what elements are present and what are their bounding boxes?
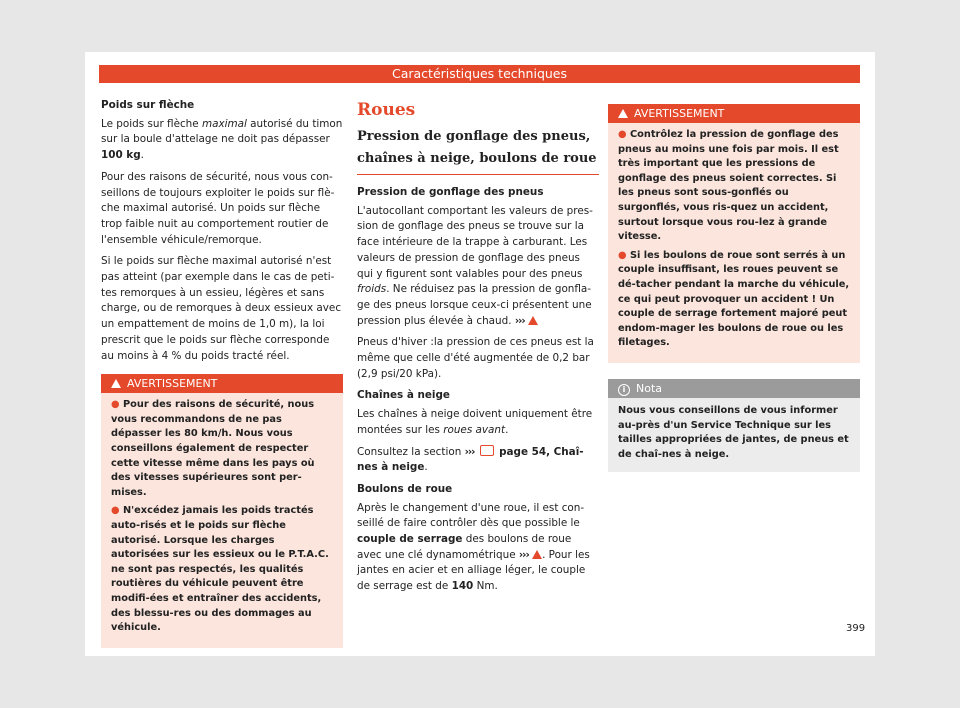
paragraph [357,501,599,595]
warning-icon [111,379,121,388]
text: Le poids sur flèche [101,117,202,130]
heading-pression: Pression de gonflage des pneus [357,186,544,198]
nota-box [608,379,860,472]
warning-title: AVERTISSEMENT [127,377,218,391]
page-header: Caractéristiques techniques [99,65,860,83]
text: Les chaînes à neige doivent uniquement être montées sur les [357,408,593,436]
warning-item [618,128,850,245]
warning-item [111,504,333,635]
nota-header [608,379,860,398]
text: . [424,461,428,474]
bold-value: 140 [451,580,474,593]
warning-box [608,104,860,363]
warning-item [111,398,333,500]
heading-boulons: Boulons de roue [357,482,453,495]
paragraph: Pneus d'hiver :la pression de ces pneus est la même que celle d'été augmentée de 0,2 bar (2,9 psi/20 kPa). [357,336,594,380]
nota-title: Nota [636,381,663,395]
paragraph: Si le poids sur flèche maximal autorisé n'est pas atteint (par exemple dans le cas de peti-tes remorques à un essieu, légères et sans charge, ou de remorques à deux essieux avec un empattement de moins de 1,0 m), la loi prescrit que le poids sur flèche corresponde au moins à 4 % du poids tracté réel. [101,255,342,362]
text: . [140,149,144,162]
text: . [505,423,509,436]
section-title: Pression de gonflage des pneus, chaînes à neige, boulons de roue [357,126,599,175]
text: Pour des raisons de sécurité, nous vous recommandons de ne pas dépasser les 80 km/h. Nous vous conseillons également de respecter cette vitesse même dans les pays où des vitesses supérieures sont per-mises. [111,399,315,498]
page-reference-link[interactable]: page 54, Chaî-nes à neige [357,445,584,474]
warning-header [101,374,343,393]
text: Si les boulons de roue sont serrés à un couple insuffisant, les roues peuvent se dé-tacher pendant la marche du véhicule, ce qui peut provoquer un accident ! Un couple de serrage fortement majoré peut endom-mager les boulons de roue ou les filetages. [618,249,850,349]
column-right [608,98,860,472]
text: . Pour les jantes en acier et en alliage léger, le couple de serrage est de [357,548,590,593]
warning-box [101,374,343,648]
warning-header [608,104,860,123]
heading-poids-sur-fleche: Poids sur flèche [101,99,195,111]
book-icon [480,445,494,456]
paragraph [357,445,599,476]
bold-term: couple de serrage [357,533,463,546]
text: L'autocollant comportant les valeurs de pres-sion de gonflage des pneus se trouve sur la face intérieure de la trappe à carburant. Les valeurs de pression de gonflage des pneus qui y figurent sont valables pour des pneus [357,204,593,280]
warning-icon [618,109,628,118]
reference-arrows: ››› [518,548,529,561]
chapter-title: Roues [357,100,416,120]
warning-title: AVERTISSEMENT [634,107,725,120]
info-icon: i [618,384,630,396]
warning-reference-icon[interactable] [528,316,538,325]
emphasis: maximal [201,117,247,130]
text: Après le changement d'une roue, il est con-seillé de faire contrôler dès que possible le [357,501,585,530]
bullet-icon: ● [618,249,630,261]
bullet-icon: ● [618,129,630,140]
text: Nm. [473,580,498,593]
text: N'excédez jamais les poids tractés auto-risés et le poids sur flèche autorisé. Lorsque les charges autorisées sur les essieux ou le P.T.A.C. ne sont pas respectés, les qualités routières du véhicule peuvent être modifi-ées et entraîner des accidents, des blessu-res ou des dommages au véhicule. [111,505,329,634]
emphasis: froids [357,283,387,296]
bold-value: 100 kg [101,149,141,162]
warning-item [618,249,850,351]
paragraph [357,407,599,438]
warning-reference-icon[interactable] [532,550,542,559]
nota-body: Nous vous conseillons de vous informer au-près d'un Service Technique sur les tailles appropriées de jantes, de pneus et de chaî-nes à neige. [618,404,849,460]
warning-body [608,123,860,363]
text: . Ne réduisez pas la pression de gonfla-ge des pneus lorsque ceux-ci présentent une pression plus élevée à chaud. [357,283,592,327]
paragraph [101,117,343,164]
heading-chaines: Chaînes à neige [357,389,450,402]
emphasis: roues avant [443,423,506,436]
bullet-icon: ● [111,505,123,517]
column-left [101,98,343,648]
warning-body [101,393,343,648]
column-middle [357,98,599,601]
paragraph: Pour des raisons de sécurité, nous vous con-seillons de toujours exploiter le poids sur flè-che maximal autorisé. Un poids sur flèche trop faible nuit au comportement routier de l'ensemble véhicule/remorque. [101,170,335,246]
text: Consultez la section [357,445,465,458]
reference-arrows: ››› [464,445,475,458]
text: autorisé du timon sur la boule d'attelage ne doit pas dépasser [101,117,343,146]
bullet-icon: ● [111,399,123,411]
text: des boulons de roue avec une clé dynamométrique [357,533,572,561]
page-number: 399 [846,623,866,634]
paragraph [357,204,599,330]
text: Contrôlez la pression de gonflage des pneus au moins une fois par mois. Il est très important que les pressions de gonflage des pneus soient correctes. Si les pneus sont sous-gonflés ou surgonflés, vous ris-quez un accident, surtout lorsque vous rou-lez à grande vitesse. [618,129,839,243]
reference-arrows: ››› [514,314,525,327]
